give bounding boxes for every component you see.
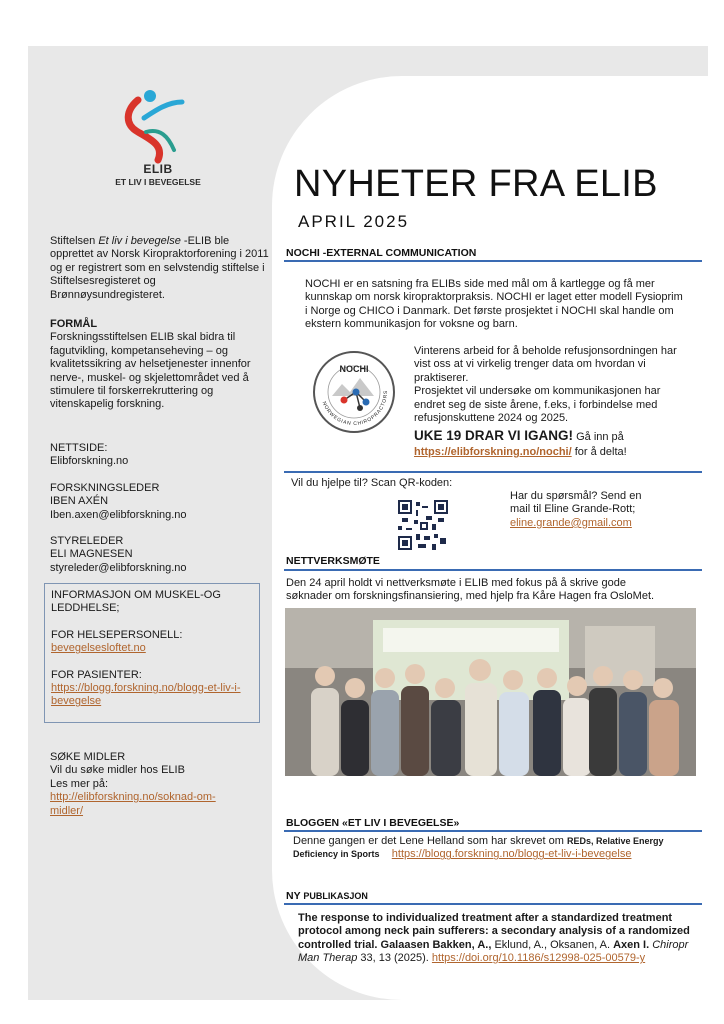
nochi-rule [284,260,702,262]
sidebar-board: STYRELEDER ELI MAGNESEN styreleder@elibforskning.no [50,535,272,575]
nochi-help-text: Vil du hjelpe til? Scan QR-koden: [291,477,453,489]
patients-link[interactable]: https://blogg.forskning.no/blogg-et-liv-i- bevegelse [51,682,241,708]
elib-figure-icon [108,88,208,164]
network-text: Den 24 april holdt vi nettverksmøte i ELIB med fokus på å skrive gode søknader om forskningsfinansiering, med hjelp fra Kåre Hagen fra OsloMet. [286,577,655,603]
blog-link[interactable]: https://blogg.forskning.no/blogg-et-liv-i-bevegelse [391,848,632,861]
questions-email-link[interactable]: eline.grande@gmail.com [510,516,632,529]
nochi-badge-ring: NORWEGIAN CHIROPRACTORS [320,390,390,428]
blog-rule [284,830,702,832]
nochi-bottom-rule [284,471,702,473]
publication-rule [284,903,702,905]
network-heading: NETTVERKSMØTE [286,555,380,567]
sidebar-website: NETTSIDE: Elibforskning.no [50,442,272,469]
sidebar-formal [50,318,272,412]
qr-code-icon[interactable] [398,500,448,550]
sidebar-funds: SØKE MIDLER Vil du søke midler hos ELIB Les mer på: http://elibforskning.no/soknad-om- midler/ [50,751,272,818]
nochi-paragraph: NOCHI er en satsning fra ELIBs side med mål om å kartlegge og få mer kunnskap om norsk kiropraktorpraksis. NOCHI er laget etter modell Fysioprim i Norge og CHICO i Danmark. Det første prosjektet i NOCHI skal handle om ekstern kommunikasjon for voksne og barn. [305,278,683,331]
nochi-link[interactable]: https://elibforskning.no/nochi/ [414,446,572,458]
nochi-badge-icon [312,350,396,434]
health-link[interactable]: bevegelsesloftet.no [51,642,146,655]
sidebar-intro: Stiftelsen Et liv i bevegelse -ELIB ble opprettet av Norsk Kiropraktorforening i 2011 og er registrert som en selvstendig stiftelse i Stiftelsesregisteret og Brønnøysundregisteret. [50,235,269,301]
nochi-heading: NOCHI -EXTERNAL COMMUNICATION [286,247,477,259]
doi-link[interactable]: https://doi.org/10.1186/s12998-025-00579-y [431,952,646,965]
elib-logo [108,88,208,196]
website-value: Elibforskning.no [50,455,129,468]
publication-heading: NY PUBLIKASJON [286,890,368,902]
newsletter-title: NYHETER FRA ELIB [294,163,658,205]
logo-tagline: ET LIV I BEVEGELSE [115,177,201,187]
blog-heading: BLOGGEN «ET LIV I BEVEGELSE» [286,817,460,829]
formal-text: Forskningsstiftelsen ELIB skal bidra til fagutvikling, kompetanseheving – og kvalitetssikring av helsetjenester innenfor nerve-, muskel- og skjelettområdet ved å stimulere til forskerrekruttering og vitenskapelig forskning. [50,331,251,411]
network-rule [284,569,702,571]
nochi-questions: Har du spørsmål? Send en mail til Eline Grande-Rott; eline.grande@gmail.com [510,490,700,530]
nochi-winter: Vinterens arbeid for å beholde refusjonsordningen har vist oss at vi virkelig trenger data om hvordan vi praktiserer. Prosjektet vil undersøke om kommunikasjonen har endret seg de siste årene, f.eks, i forbindelse med refusjonskuttene 2024 og 2025. [414,345,677,425]
sidebar-info: INFORMASJON OM MUSKEL-OG LEDDHELSE; FOR HELSEPERSONELL: bevegelsesloftet.no FOR PASIENTER: https://blogg.forskning.no/blogg-et-liv-i- bevegelse [51,589,273,709]
funds-link[interactable]: http://elibforskning.no/soknad-om- midler/ [50,791,216,817]
logo-wordmark: ELIB [143,162,173,176]
nochi-badge-word: NOCHI [339,364,369,374]
lead-email: Iben.axen@elibforskning.no [50,508,187,521]
blog-text: Denne gangen er det Lene Helland som har skrevet om REDs, Relative Energy Deficiency in Sports https://blogg.forskning.no/blogg-et-liv-i-bevegelse [293,835,664,861]
formal-heading: FORMÅL [50,318,98,330]
group-photo-image [285,608,696,776]
network-meeting-photo [285,608,696,776]
publication-citation: The response to individualized treatment after a standardized treatment protocol among neck pain sufferers: a secondary analysis of a randomized controlled trial. Galaasen Bakken, A., Eklund, A., Oksanen, A. Axen I. Chiropr Man Therap 33, 13 (2025). https://doi.org/10.1186/s12998-025-00579-y [298,912,690,965]
sidebar-research-lead: FORSKNINGSLEDER IBEN AXÉN Iben.axen@elibforskning.no [50,482,272,522]
newsletter-date: APRIL 2025 [298,212,410,231]
board-email: styreleder@elibforskning.no [50,561,187,574]
nochi-cta: UKE 19 DRAR VI IGANG! Gå inn på https://elibforskning.no/nochi/ for å delta! [414,428,627,458]
